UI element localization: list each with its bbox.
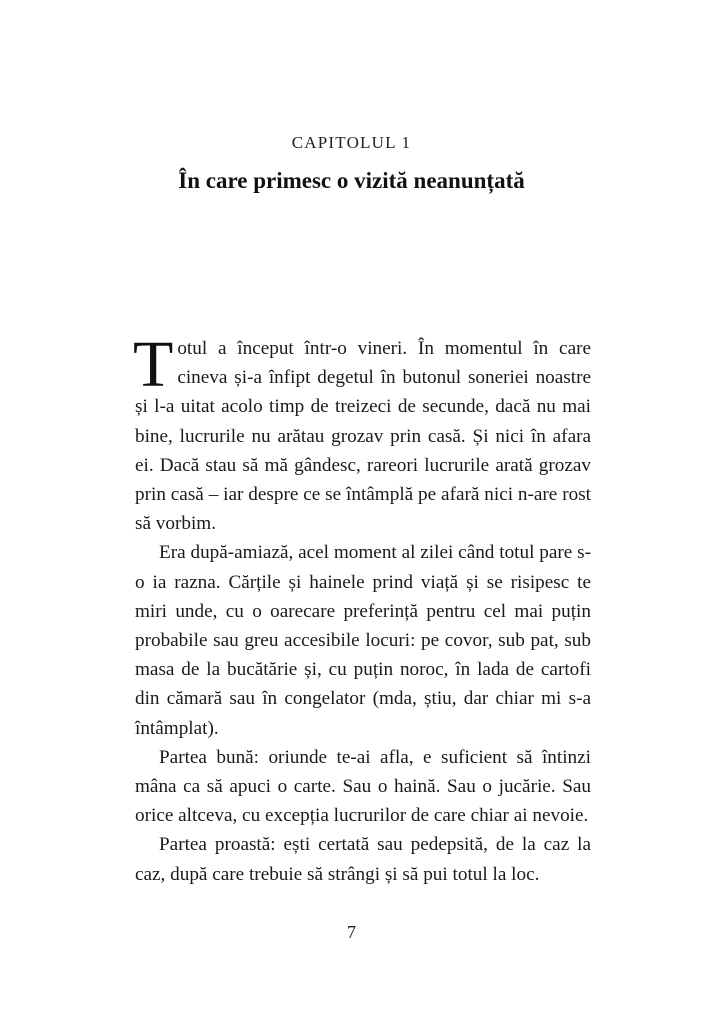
drop-cap: T bbox=[133, 328, 174, 401]
paragraph-2: Era după-amiază, acel moment al zilei când totul pare s-o ia razna. Cărțile și hainele prind viață și se risipesc te miri unde, cu o oarecare preferință pentru cel mai puțin probabile sau greu accesibile locuri: pe covor, sub pat, sub masa de la bucătărie și, cu puțin noroc, în lada de cartofi din cămară sau în congelator (mda, știu, dar chiar mi s-a întâmplat). bbox=[135, 542, 591, 739]
paragraph-1 bbox=[133, 328, 591, 538]
paragraph-3: Partea bună: oriunde te-ai afla, e suficient să întinzi mâna ca să apuci o carte. Sau o haină. Sau o jucărie. Sau orice altceva, cu excepția lucrurilor de care chiar ai nevoie. bbox=[135, 746, 591, 827]
paragraph-1-text: otul a început într-o vineri. În momentul în care cineva și-a înfipt degetul în butonul soneriei noastre și l-a uitat acolo timp de treizeci de secunde, dacă nu mai bine, lucrurile nu arătau grozav prin casă. Și nici în afara ei. Dacă stau să mă gândesc, rareori lucrurile arată grozav prin casă – iar despre ce se întâmplă pe afară nici n-are rost să vorbim. bbox=[135, 338, 591, 535]
chapter-label: CAPITOLUL 1 bbox=[291, 133, 412, 152]
paragraph-4: Partea proastă: ești certată sau pedepsită, de la caz la caz, după care trebuie să strângi și să pui totul la loc. bbox=[135, 834, 591, 885]
chapter-title: În care primesc o vizită neanunțată bbox=[178, 168, 525, 193]
page-number: 7 bbox=[347, 922, 356, 942]
chapter-body bbox=[133, 328, 591, 889]
